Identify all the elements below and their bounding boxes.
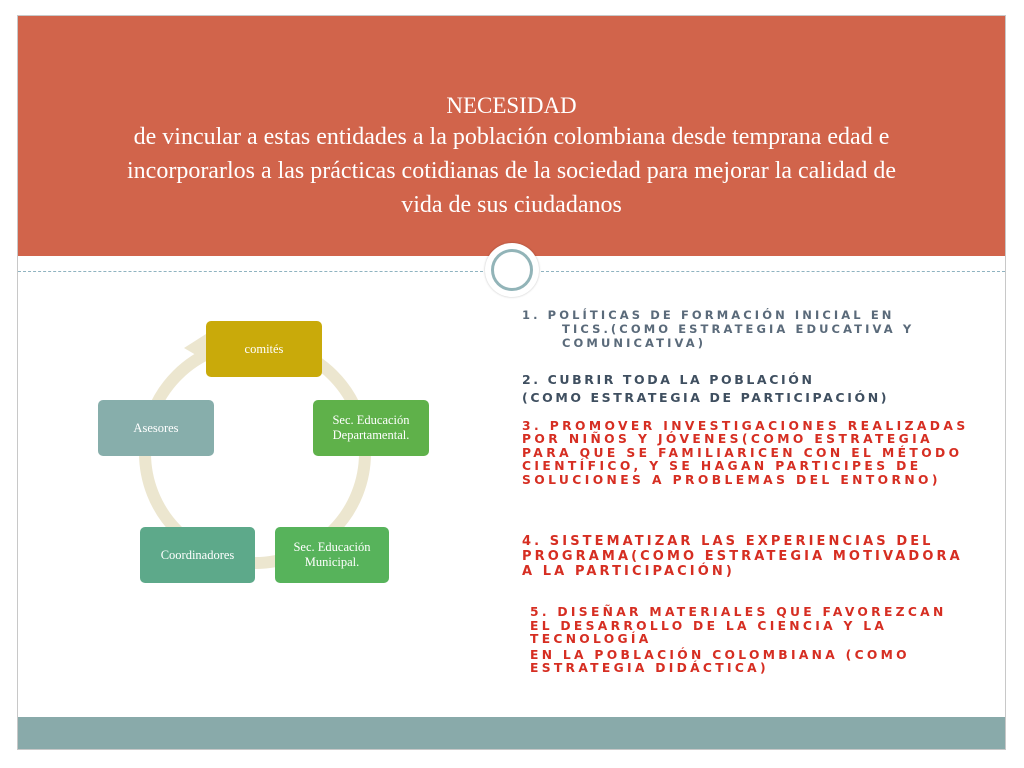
list-item-4: 4. SISTEMATIZAR LAS EXPERIENCIAS DEL PROGRAMA(COMO ESTRATEGIA MOTIVADORA A LA PARTICIPACIÓN)	[522, 534, 963, 579]
list-item-5-line1: 5. DISEÑAR MATERIALES QUE FAVOREZCAN EL DESARROLLO DE LA CIENCIA Y LA TECNOLOGÍA	[530, 605, 947, 646]
list-item-1-lead: 1. POLÍTICAS DE FORMACIÓN INICIAL EN	[522, 308, 895, 322]
divider-right	[541, 271, 1005, 272]
list-item-2-line1: 2. CUBRIR TODA LA POBLACIÓN	[522, 372, 815, 387]
cycle-node-asesores: Asesores	[98, 400, 214, 456]
circle-badge-icon	[485, 243, 539, 297]
list-item-5	[530, 606, 970, 676]
cycle-node-comites: comités	[206, 321, 322, 377]
cycle-node-sec-educacion-municipal: Sec. Educación Municipal.	[275, 527, 389, 583]
footer-band	[18, 717, 1005, 749]
title-block	[18, 92, 1005, 222]
title-heading: NECESIDAD	[446, 93, 577, 118]
list-item-2	[522, 371, 974, 407]
cycle-node-sec-educacion-departamental: Sec. Educación Departamental.	[313, 400, 429, 456]
list-item-1	[522, 308, 974, 350]
list-item-3: 3. PROMOVER INVESTIGACIONES REALIZADAS POR NIÑOS Y JÓVENES(COMO ESTRATEGIA PARA QUE SE FAMILIARICEN CON EL MÉTODO CIENTÍFICO, Y SE HAGAN PARTICIPES DE SOLUCIONES A PROBLEMAS DEL ENTORNO)	[522, 419, 969, 487]
list-item-5-line2: EN LA POBLACIÓN COLOMBIANA (COMO ESTRATEGIA DIDÁCTICA)	[530, 647, 910, 675]
list-item-1-rest: TICS.(COMO ESTRATEGIA EDUCATIVA Y COMUNICATIVA)	[562, 322, 915, 350]
cycle-node-coordinadores: Coordinadores	[140, 527, 255, 583]
title-body: de vincular a estas entidades a la población colombiana desde temprana edad e incorporarlos a las prácticas cotidianas de la sociedad para mejorar la calidad de vida de sus ciudadanos	[127, 124, 896, 218]
badge-ring	[491, 249, 533, 291]
list-item-2-line2: (COMO ESTRATEGIA DE PARTICIPACIÓN)	[522, 390, 890, 405]
divider-left	[18, 271, 483, 272]
